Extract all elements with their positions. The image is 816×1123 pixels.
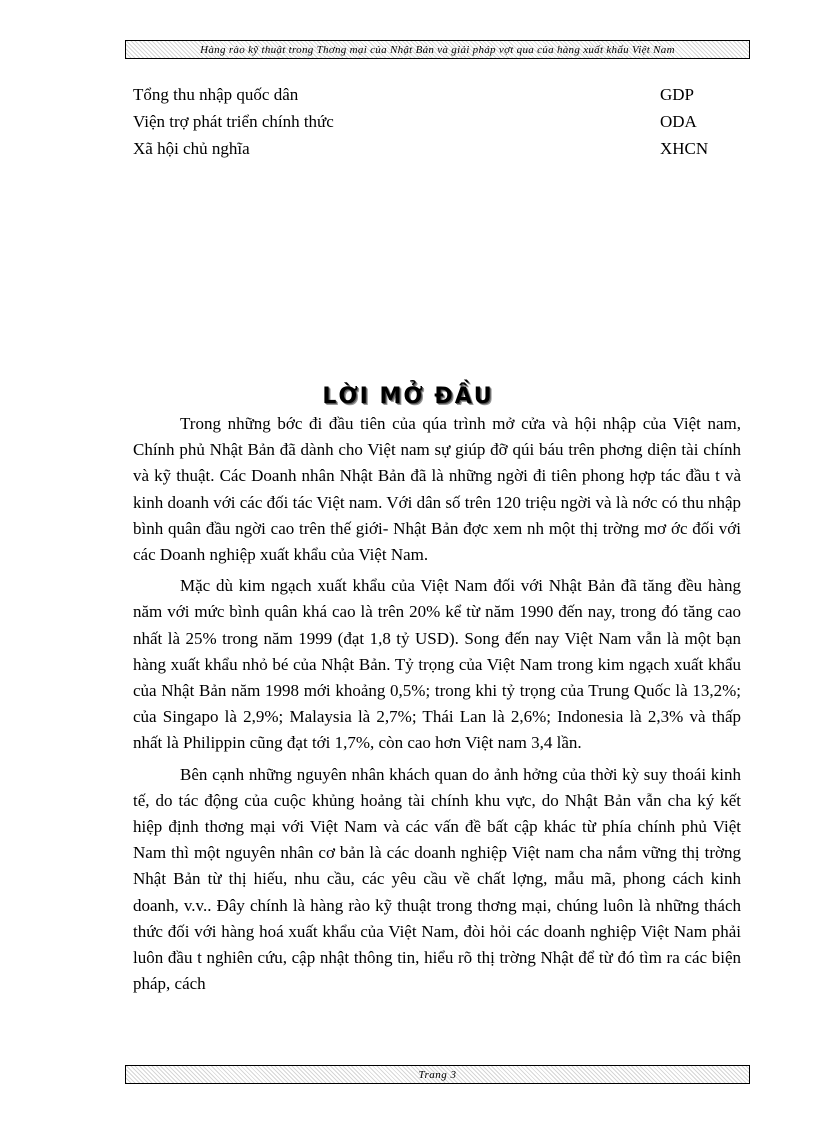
abbreviation-code: GDP <box>660 85 695 104</box>
page-number: Trang 3 <box>418 1068 457 1081</box>
body-text <box>133 411 741 1002</box>
running-header-text: Hàng rào kỹ thuật trong Thơng mại của Nhật Bản và giải pháp vợt qua của hàng xuất khẩu Việt Nam <box>200 43 675 56</box>
abbreviation-term: Tổng thu nhập quốc dân <box>133 85 299 104</box>
abbreviation-row <box>133 108 733 135</box>
paragraph: Trong những bớc đi đầu tiên của qúa trình mở cửa và hội nhập của Việt nam, Chính phủ Nhật Bản đã dành cho Việt nam sự giúp đỡ qúi báu trên phơng diện tài chính và kỹ thuật. Các Doanh nhân Nhật Bản đã là những ngời đi tiên phong hợp tác đầu t và kinh doanh với các đối tác Việt nam. Với dân số trên 120 triệu ngời và là nớc có thu nhập bình quân đầu ngời cao trên thế giới- Nhật Bản đợc xem nh một thị trờng mơ ớc đối với các Doanh nghiệp xuất khẩu của Việt Nam. <box>133 414 741 565</box>
abbreviation-term: Xã hội chủ nghĩa <box>133 139 250 158</box>
section-title: LỜI MỞ ĐẦU <box>322 384 494 409</box>
abbreviation-table <box>133 81 733 162</box>
paragraph: Bên cạnh những nguyên nhân khách quan do ảnh hởng của thời kỳ suy thoái kinh tế, do tác động của cuộc khủng hoảng tài chính khu vực, do Nhật Bản vẫn cha ký kết hiệp định thơng mại với Việt Nam và các vấn đề bất cập khác từ phía chính phủ Việt Nam thì một nguyên nhân cơ bản là các doanh nghiệp Việt nam cha nắm vững thị trờng Nhật Bản từ thị hiếu, nhu cầu, các yêu cầu về chất lợng, mẫu mã, phong cách kinh doanh, v.v.. Đây chính là hàng rào kỹ thuật trong thơng mại, chúng luôn là những thách thức đối với hàng hoá xuất khẩu của Việt Nam, đòi hỏi các doanh nghiệp Việt Nam phải luôn đầu t nghiên cứu, cập nhật thông tin, hiểu rõ thị trờng Nhật để từ đó tìm ra các biện pháp, cách <box>133 764 741 994</box>
abbreviation-row <box>133 81 733 108</box>
running-header <box>125 40 750 59</box>
abbreviation-code: ODA <box>660 112 697 131</box>
abbreviation-code: XHCN <box>660 139 709 158</box>
page-footer <box>125 1065 750 1084</box>
paragraph: Mặc dù kim ngạch xuất khẩu của Việt Nam đối với Nhật Bản đã tăng đều hàng năm với mức bình quân khá cao là trên 20% kể từ năm 1990 đến nay, trong đó tăng cao nhất là 25% trong năm 1999 (đạt 1,8 tỷ USD). Song đến nay Việt Nam vẫn là một bạn hàng xuất khẩu nhỏ bé của Nhật Bản. Tỷ trọng của Việt Nam trong kim ngạch xuất khẩu của Nhật Bản năm 1998 mới khoảng 0,5%; trong khi tỷ trọng của Trung Quốc là 13,2%; của Singapo là 2,9%; Malaysia là 2,7%; Thái Lan là 2,6%; Indonesia là 2,3% và thấp nhất là Philippin cũng đạt tới 1,7%, còn cao hơn Việt nam 3,4 lần. <box>133 576 741 753</box>
abbreviation-row <box>133 135 733 162</box>
abbreviation-term: Viện trợ phát triển chính thức <box>133 112 334 131</box>
